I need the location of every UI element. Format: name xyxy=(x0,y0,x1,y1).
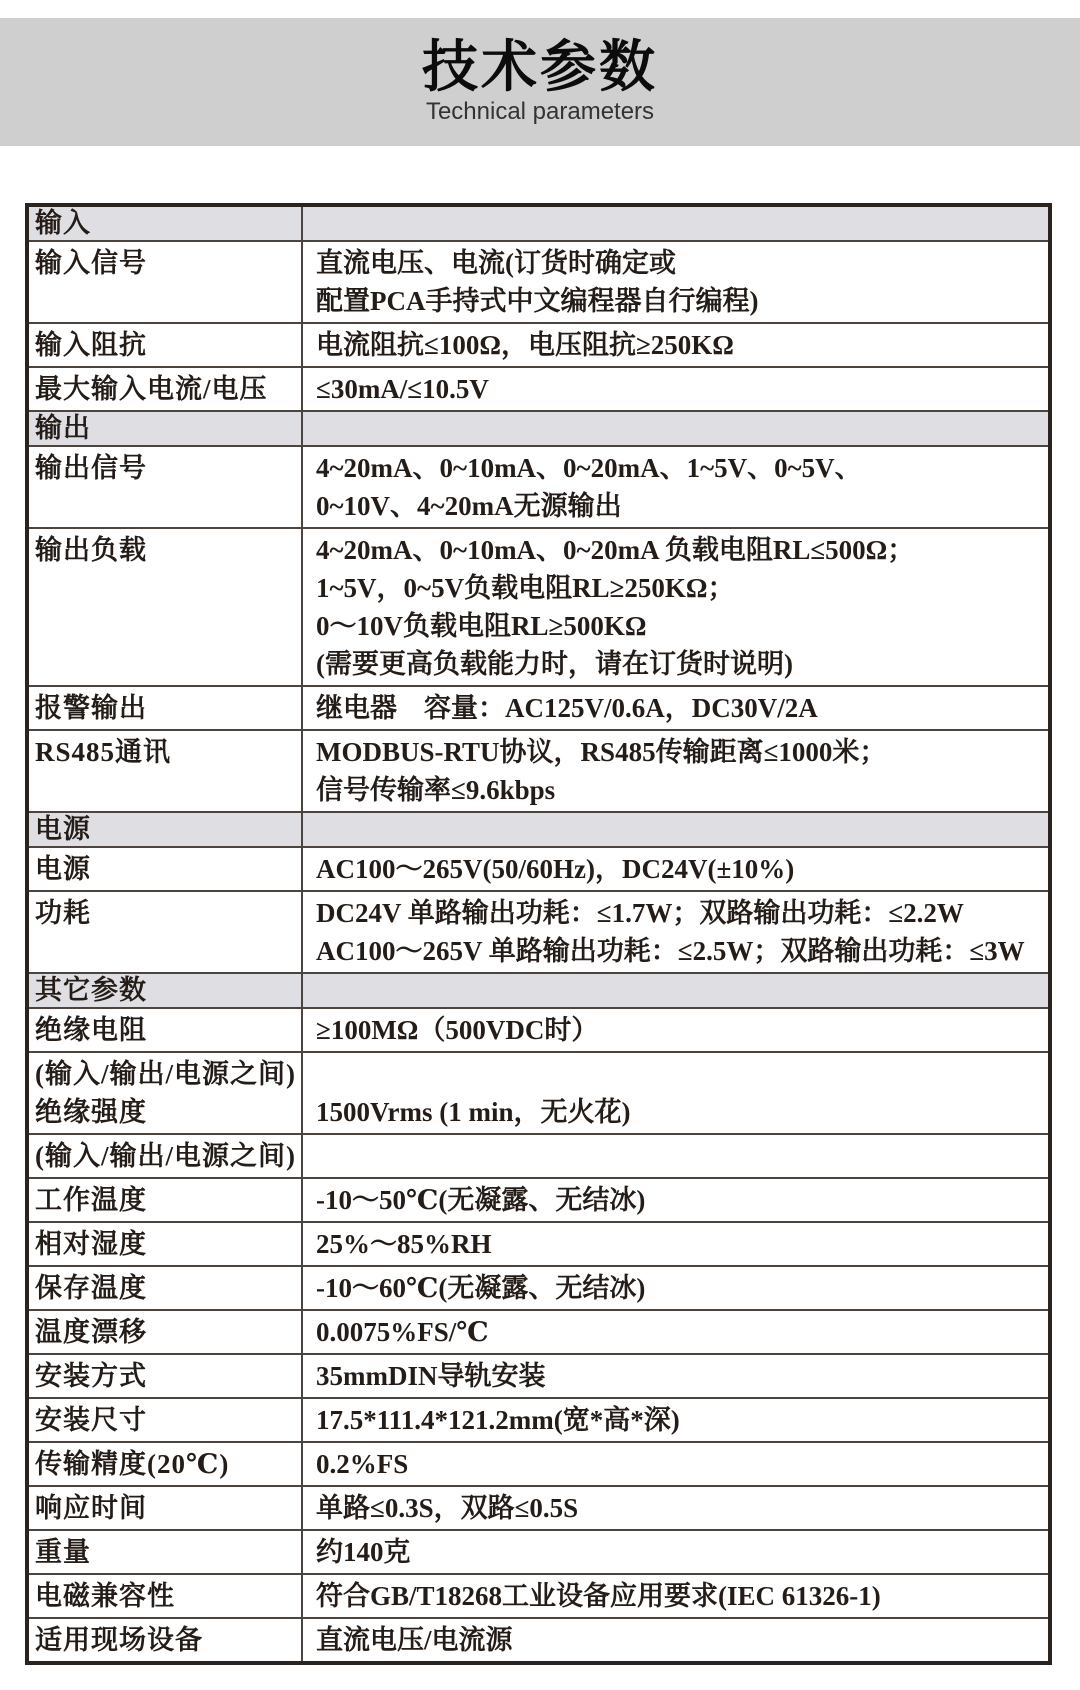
page-subtitle: Technical parameters xyxy=(425,98,655,125)
param-name-line: 工作温度 xyxy=(35,1185,147,1215)
param-name-line: 温度漂移 xyxy=(35,1317,147,1347)
page-title: 技术参数 xyxy=(422,35,658,98)
param-name xyxy=(29,324,303,366)
page-header xyxy=(0,18,1080,146)
section-title xyxy=(29,974,303,1007)
param-value xyxy=(303,207,1048,240)
param-name xyxy=(29,1179,303,1221)
param-name-line: RS485通讯 xyxy=(35,737,172,767)
param-value xyxy=(303,1355,1048,1397)
spec-section-row xyxy=(29,974,1048,1009)
param-value-line: 继电器 容量：AC125V/0.6A，DC30V/2A xyxy=(316,693,818,723)
param-name xyxy=(29,892,303,972)
param-value-line: 电流阻抗≤100Ω，电压阻抗≥250KΩ xyxy=(316,330,734,360)
param-value xyxy=(303,687,1048,729)
param-name xyxy=(29,1009,303,1051)
spec-row xyxy=(29,447,1048,529)
param-name-line: 输入阻抗 xyxy=(35,330,147,360)
spec-section-row xyxy=(29,412,1048,447)
param-value-line: 25%～85%RH xyxy=(316,1229,492,1259)
param-value-line: 0~10V、4~20mA无源输出 xyxy=(316,491,622,521)
param-value xyxy=(303,1267,1048,1309)
spec-row xyxy=(29,1179,1048,1223)
param-name-line: 传输精度(20℃) xyxy=(35,1449,230,1479)
param-value xyxy=(303,412,1048,445)
param-value-line: 1500Vrms (1 min，无火花) xyxy=(316,1097,631,1127)
param-name xyxy=(29,529,303,685)
param-value xyxy=(303,1575,1048,1617)
param-name xyxy=(29,447,303,527)
spec-row xyxy=(29,892,1048,974)
param-value xyxy=(303,1619,1048,1661)
param-value-line: 信号传输率≤9.6kbps xyxy=(316,775,556,805)
param-name-line: 保存温度 xyxy=(35,1273,147,1303)
spec-table xyxy=(25,203,1052,1665)
spec-section-row xyxy=(29,813,1048,848)
param-name xyxy=(29,368,303,410)
param-name-line: 电源 xyxy=(35,814,91,844)
param-value-line: AC100～265V 单路输出功耗：≤2.5W；双路输出功耗：≤3W xyxy=(316,936,1025,966)
param-value-line: 0.0075%FS/℃ xyxy=(316,1317,489,1347)
param-value-line: -10～50℃(无凝露、无结冰) xyxy=(316,1185,646,1215)
param-value-line: DC24V 单路输出功耗：≤1.7W；双路输出功耗：≤2.2W xyxy=(316,898,964,928)
param-name xyxy=(29,1135,303,1177)
param-name-line: 绝缘强度 xyxy=(35,1097,147,1127)
param-name-line: 相对湿度 xyxy=(35,1229,147,1259)
param-name xyxy=(29,242,303,322)
param-name-line: 输出 xyxy=(35,413,91,443)
param-name xyxy=(29,1223,303,1265)
param-value-line: 1~5V，0~5V负载电阻RL≥250KΩ； xyxy=(316,573,735,603)
param-name-line: 最大输入电流/电压 xyxy=(35,374,268,404)
param-name-line: 输出负载 xyxy=(35,535,147,565)
param-name xyxy=(29,1575,303,1617)
param-name xyxy=(29,687,303,729)
param-value-line: 直流电压/电流源 xyxy=(316,1625,513,1655)
param-value xyxy=(303,1443,1048,1485)
param-name xyxy=(29,1399,303,1441)
section-title xyxy=(29,412,303,445)
param-value xyxy=(303,813,1048,846)
param-name xyxy=(29,1053,303,1133)
spec-row xyxy=(29,1009,1048,1053)
param-value xyxy=(303,1311,1048,1353)
param-name-line: 电源 xyxy=(35,854,91,884)
param-value-line: 符合GB/T18268工业设备应用要求(IEC 61326-1) xyxy=(316,1581,881,1611)
spec-row xyxy=(29,731,1048,813)
param-value xyxy=(303,1179,1048,1221)
param-value-line: -10～60℃(无凝露、无结冰) xyxy=(316,1273,646,1303)
param-value-line: 0～10V负载电阻RL≥500KΩ xyxy=(316,611,647,641)
param-name-line: 响应时间 xyxy=(35,1493,147,1523)
spec-row xyxy=(29,324,1048,368)
spec-row xyxy=(29,1531,1048,1575)
param-value-line: 0.2%FS xyxy=(316,1449,409,1479)
spec-row xyxy=(29,242,1048,324)
param-name-line: 安装方式 xyxy=(35,1361,147,1391)
param-name xyxy=(29,848,303,890)
param-value-line: 4~20mA、0~10mA、0~20mA、1~5V、0~5V、 xyxy=(316,453,862,483)
param-name xyxy=(29,1531,303,1573)
param-name-line: (输入/输出/电源之间) xyxy=(35,1141,296,1171)
param-value-line: 配置PCA手持式中文编程器自行编程) xyxy=(316,286,759,316)
spec-row xyxy=(29,529,1048,687)
spec-row xyxy=(29,1443,1048,1487)
param-value-line: ≤30mA/≤10.5V xyxy=(316,374,489,404)
spec-row xyxy=(29,1267,1048,1311)
param-value xyxy=(303,447,1048,527)
param-value xyxy=(303,731,1048,811)
param-name-line: 重量 xyxy=(35,1537,91,1567)
param-value xyxy=(303,974,1048,1007)
param-value xyxy=(303,1223,1048,1265)
param-value xyxy=(303,368,1048,410)
param-name xyxy=(29,1267,303,1309)
spec-row xyxy=(29,1619,1048,1661)
param-name-line: (输入/输出/电源之间) xyxy=(35,1059,296,1089)
param-name xyxy=(29,1487,303,1529)
param-name xyxy=(29,1355,303,1397)
param-name-line: 输入 xyxy=(35,208,91,238)
param-value xyxy=(303,324,1048,366)
param-name-line: 安装尺寸 xyxy=(35,1405,147,1435)
spec-row xyxy=(29,1487,1048,1531)
param-value-line: 4~20mA、0~10mA、0~20mA 负载电阻RL≤500Ω； xyxy=(316,535,915,565)
spec-row xyxy=(29,1223,1048,1267)
spec-row xyxy=(29,1311,1048,1355)
param-value-line: 17.5*111.4*121.2mm(宽*高*深) xyxy=(316,1405,680,1435)
param-value-line: 直流电压、电流(订货时确定或 xyxy=(316,248,676,278)
param-value xyxy=(303,1053,1048,1133)
param-value-line: ≥100MΩ（500VDC时） xyxy=(316,1015,599,1045)
param-name xyxy=(29,1619,303,1661)
param-name-line: 其它参数 xyxy=(35,975,147,1005)
param-name-line: 输入信号 xyxy=(35,248,147,278)
param-name-line: 绝缘电阻 xyxy=(35,1015,147,1045)
param-value-line: (需要更高负载能力时，请在订货时说明) xyxy=(316,649,793,679)
param-value xyxy=(303,892,1048,972)
param-value xyxy=(303,529,1048,685)
spec-row xyxy=(29,848,1048,892)
param-value xyxy=(303,848,1048,890)
param-value xyxy=(303,1531,1048,1573)
param-name-line: 报警输出 xyxy=(35,693,147,723)
section-title xyxy=(29,207,303,240)
param-name xyxy=(29,1443,303,1485)
spec-row xyxy=(29,1053,1048,1135)
param-value xyxy=(303,1135,1048,1177)
section-title xyxy=(29,813,303,846)
param-value xyxy=(303,1399,1048,1441)
param-name-line: 适用现场设备 xyxy=(35,1625,203,1655)
spec-section-row xyxy=(29,207,1048,242)
spec-row xyxy=(29,368,1048,412)
param-name xyxy=(29,1311,303,1353)
param-name-line: 功耗 xyxy=(35,898,91,928)
param-value xyxy=(303,242,1048,322)
param-value-line: 约140克 xyxy=(316,1537,411,1567)
spec-row xyxy=(29,1575,1048,1619)
spec-row xyxy=(29,687,1048,731)
spec-row xyxy=(29,1355,1048,1399)
param-value xyxy=(303,1487,1048,1529)
param-name xyxy=(29,731,303,811)
param-name-line: 输出信号 xyxy=(35,453,147,483)
spec-row xyxy=(29,1399,1048,1443)
param-value-line: 单路≤0.3S，双路≤0.5S xyxy=(316,1493,579,1523)
param-value-line: AC100～265V(50/60Hz)，DC24V(±10%) xyxy=(316,854,795,884)
spec-row xyxy=(29,1135,1048,1179)
param-name-line: 电磁兼容性 xyxy=(35,1581,175,1611)
param-value-line: 35mmDIN导轨安装 xyxy=(316,1361,546,1391)
param-value-line: MODBUS-RTU协议，RS485传输距离≤1000米； xyxy=(316,737,887,767)
param-value xyxy=(303,1009,1048,1051)
